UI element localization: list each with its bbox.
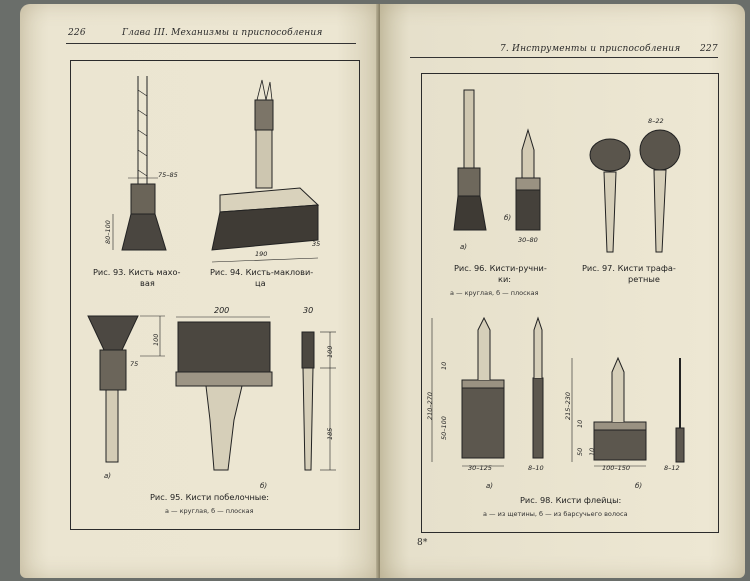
fig98-caption: Рис. 98. Кисти флейцы: [520,495,622,505]
fig94-caption-line1: Рис. 94. Кисть-маклови- [210,267,314,277]
fig95-dim-left: 100 [152,333,160,346]
fig96-dim-width: 30–80 [518,236,538,244]
right-header-rule [410,57,718,58]
fig96-caption-line2: ки: [498,274,512,284]
fig98-dim-a-mid: 50–100 [440,416,448,440]
fig97-dim-top: 8–22 [648,117,664,125]
fig98-dim-b-low: 10 [588,447,596,456]
fig95-caption: Рис. 95. Кисти побелочные: [150,492,270,502]
fig98-dim-b-mid: 50 [576,447,584,456]
fig97-caption-line1: Рис. 97. Кисти трафа- [582,263,676,273]
fig95-subcaption: а — круглая, б — плоская [165,507,254,515]
fig96-subcaption: а — круглая, б — плоская [450,289,539,297]
fig98-dim-b-width: 100–150 [602,464,631,472]
fig98-dim-a-top: 10 [440,361,448,370]
fig98-dim-b-total: 215–230 [564,391,572,420]
fig93-caption-line1: Рис. 93. Кисть махо- [93,267,181,277]
fig98-dim-b-top: 10 [576,419,584,428]
right-running-head: 7. Инструменты и приспособления [500,44,681,54]
fig93-dim-side: 80–100 [104,220,112,244]
fig95-dim-right-low: 185 [326,427,334,440]
right-footer-mark: 8* [417,538,428,548]
fig94-brush-drawing [212,80,321,262]
fig97-caption-line2: ретные [628,274,660,284]
fig98-dim-b2-width: 8–12 [664,464,680,472]
fig98-dim-a-total: 210–270 [426,391,434,420]
fig95-dim-top: 200 [214,306,230,315]
fig98-label-b: б) [635,482,643,490]
fig96-label-b: б) [504,214,512,222]
fig94-caption-line2: ца [255,278,266,288]
fig93-dim-top: 75–85 [158,171,178,179]
fig94-dim-side: 35 [312,240,321,248]
fig93-caption-line2: вая [140,278,155,288]
fig95-dim-left2: 75 [130,360,139,368]
fig96-label-a: а) [460,243,468,251]
fig98-subcaption: а — из щетины, б — из барсучьего волоса [483,510,628,518]
right-page-number: 227 [700,44,718,54]
fig95b-brush-drawing [176,317,272,470]
fig95-dim-right-mid: 100 [326,345,334,358]
fig93-brush-drawing [113,76,166,250]
fig94-dim-width: 190 [255,250,268,258]
fig95-label-a: а) [104,472,112,480]
fig98-dim-a-width: 30–125 [468,464,492,472]
fig95-label-b: б) [260,482,268,490]
fig95-dim-right-top: 30 [303,306,314,315]
fig98-label-a: а) [486,482,494,490]
fig98-dim-a2-width: 8–10 [528,464,544,472]
fig96-caption-line1: Рис. 96. Кисти-ручни- [454,263,547,273]
left-running-head: Глава III. Механизмы и приспособления [122,28,323,38]
left-page-number: 226 [68,28,86,38]
